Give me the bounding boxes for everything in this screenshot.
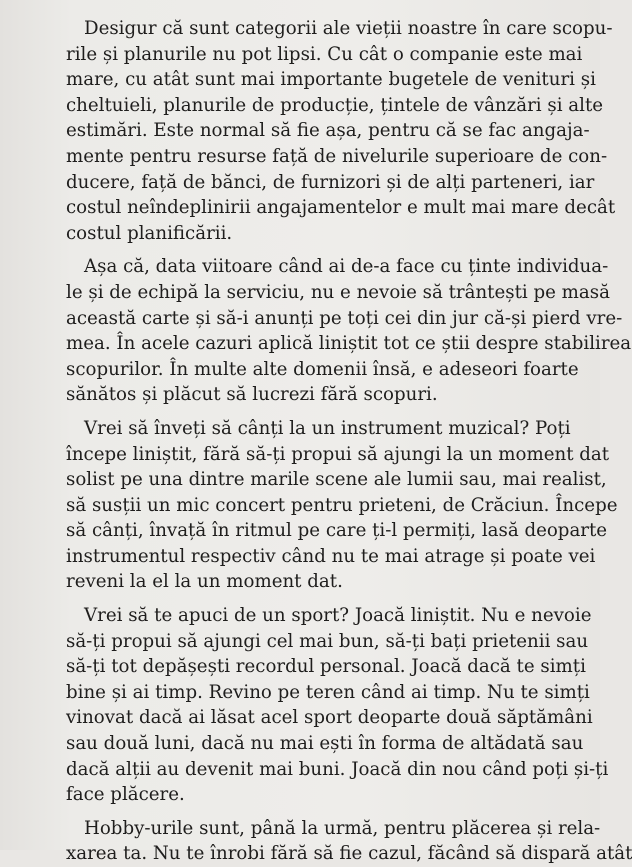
text-line: dacă alții au devenit mai buni. Joacă din nou când poți și-ți (66, 758, 609, 780)
text-line: mente pentru resurse față de nivelurile superioare de con- (66, 145, 608, 167)
text-line: vinovat dacă ai lăsat acel sport deoparte două săptămâni (66, 707, 593, 729)
text-line: să cânți, învață în ritmul pe care ți-l permiți, lasă deoparte (66, 520, 608, 542)
text-line: xarea ta. Nu te înrobi fără să fie cazul, făcând să dispară atât (66, 843, 632, 865)
text-line: bine și ai timp. Revino pe teren când ai timp. Nu te simți (66, 681, 590, 703)
text-line: le și de echipă la serviciu, nu e nevoie să trântești pe masă (66, 281, 610, 303)
text-line: mea. În acele cazuri aplică liniștit tot ce știi despre stabilirea (66, 333, 632, 355)
text-line: costul planificării. (66, 222, 233, 244)
paragraph (66, 416, 618, 595)
text-line: să susții un mic concert pentru prieteni, de Crăciun. Începe (66, 494, 618, 516)
text-line: cheltuieli, planurile de producție, țintele de vânzări și alte (66, 94, 604, 116)
text-line: sau două luni, dacă nu mai ești în forma de altădată sau (66, 733, 584, 755)
text-line: Vrei să te apuci de un sport? Joacă liniștit. Nu e nevoie (84, 605, 592, 627)
text-line: Așa că, data viitoare când ai de-a face cu ținte individua- (84, 256, 609, 278)
text-line: rile și planurile nu pot lipsi. Cu cât o companie este mai (66, 43, 583, 65)
text-line: face plăcere. (66, 784, 185, 806)
text-line: ducere, față de bănci, de furnizori și de alți parteneri, iar (66, 171, 595, 193)
text-line: costul neîndeplinirii angajamentelor e mult mai mare decât (66, 197, 616, 219)
text-line: să-ți propui să ajungi cel mai bun, să-ți bați prietenii sau (66, 630, 589, 652)
text-line: să-ți tot depășești recordul personal. Joacă dacă te simți (66, 656, 586, 678)
paragraph (66, 816, 632, 867)
text-line: Hobby-urile sunt, până la urmă, pentru plăcerea și rela- (84, 817, 601, 839)
paragraph (66, 254, 632, 408)
text-body (66, 16, 632, 867)
paragraph (66, 16, 616, 246)
paragraph (66, 603, 609, 808)
text-line: solist pe una dintre marile scene ale lumii sau, mai realist, (66, 469, 607, 491)
text-line: scopurilor. În multe alte domenii însă, e adeseori foarte (66, 358, 579, 380)
text-line: începe liniștit, fără să-ți propui să ajungi la un moment dat (66, 443, 610, 465)
text-line: instrumentul respectiv când nu te mai atrage și poate vei (66, 545, 596, 567)
text-line: Desigur că sunt categorii ale vieții noastre în care scopu- (84, 18, 613, 39)
text-line: reveni la el la un moment dat. (66, 571, 343, 593)
text-line: mare, cu atât sunt mai importante bugetele de venituri și (66, 69, 596, 91)
text-line: această carte și să-i anunți pe toți cei din jur că-și pierd vre- (66, 307, 623, 329)
text-line: sănătos și plăcut să lucrezi fără scopuri. (66, 384, 438, 406)
text-line: Vrei să înveți să cânți la un instrument muzical? Poți (84, 417, 571, 439)
text-line: estimări. Este normal să fie așa, pentru că se fac angaja- (66, 120, 590, 142)
